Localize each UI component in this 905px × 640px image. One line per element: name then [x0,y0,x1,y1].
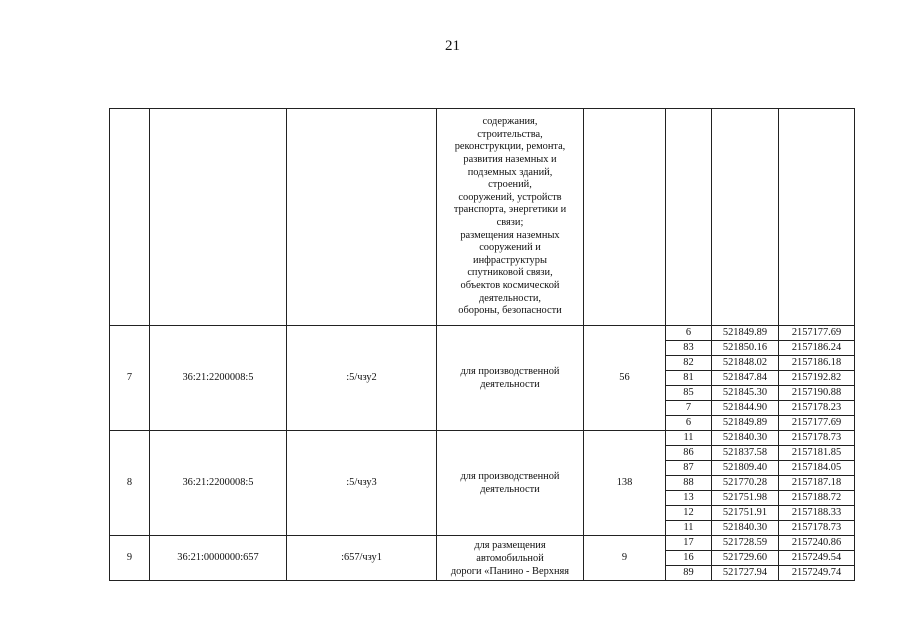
point-number: 11 [666,521,712,536]
coord-x: 521840.30 [712,521,779,536]
coord-y: 2157177.69 [779,416,855,431]
point-number: 6 [666,326,712,341]
coord-x: 521809.40 [712,461,779,476]
coord-x: 521845.30 [712,386,779,401]
empty-cell [712,109,779,326]
purpose-line: содержания, [482,116,538,128]
coord-y: 2157178.73 [779,521,855,536]
coord-x: 521849.89 [712,416,779,431]
purpose-cell [437,109,584,326]
coord-x: 521729.60 [712,551,779,566]
empty-cell [150,109,287,326]
coord-y: 2157190.88 [779,386,855,401]
point-number: 11 [666,431,712,446]
purpose-cell [437,536,584,581]
coord-x: 521728.59 [712,536,779,551]
purpose-line: спутниковой связи, [467,267,553,279]
coord-y: 2157188.72 [779,491,855,506]
point-number: 16 [666,551,712,566]
point-number: 89 [666,566,712,581]
coord-x: 521751.91 [712,506,779,521]
land-part-id: :5/чзу3 [287,431,437,536]
coord-y: 2157186.24 [779,341,855,356]
point-number: 13 [666,491,712,506]
coord-x: 521837.58 [712,446,779,461]
purpose-line: для производственной [460,366,560,377]
empty-cell [287,109,437,326]
purpose-line: для производственной [460,471,560,482]
coord-y: 2157186.18 [779,356,855,371]
empty-cell [779,109,855,326]
land-part-id: :657/чзу1 [287,536,437,581]
area-value: 56 [584,326,666,431]
coord-y: 2157178.23 [779,401,855,416]
point-number: 82 [666,356,712,371]
purpose-cell [437,326,584,431]
table-row-continuation [110,109,855,326]
table-row [110,431,855,446]
point-number: 88 [666,476,712,491]
coord-x: 521840.30 [712,431,779,446]
purpose-line: строительства, [477,128,543,140]
purpose-line: связи; [496,217,524,228]
point-number: 7 [666,401,712,416]
empty-cell [584,109,666,326]
coord-x: 521751.98 [712,491,779,506]
row-number: 9 [110,536,150,581]
purpose-line: деятельности [480,484,540,495]
coord-y: 2157178.73 [779,431,855,446]
cadastral-number: 36:21:2200008:5 [150,326,287,431]
table-row [110,536,855,551]
area-value: 9 [584,536,666,581]
purpose-line: развития наземных и [463,154,557,166]
coord-y: 2157249.74 [779,566,855,581]
coord-x: 521770.28 [712,476,779,491]
coord-x: 521727.94 [712,566,779,581]
point-number: 6 [666,416,712,431]
purpose-line: строений, [488,179,532,191]
point-number: 17 [666,536,712,551]
purpose-line: инфраструктуры [473,254,547,266]
page-number: 21 [445,38,460,54]
coord-x: 521849.89 [712,326,779,341]
coord-y: 2157240.86 [779,536,855,551]
purpose-cell [437,431,584,536]
purpose-line: дороги «Панино - Верхняя [450,565,570,577]
purpose-line: размещения наземных [460,229,560,241]
purpose-line: транспорта, энергетики и [453,204,567,216]
point-number: 83 [666,341,712,356]
purpose-line: деятельности [480,379,540,390]
coord-y: 2157192.82 [779,371,855,386]
purpose-line: деятельности, [478,292,542,304]
purpose-line: сооружений, устройств [458,191,562,203]
row-number: 8 [110,431,150,536]
point-number: 85 [666,386,712,401]
purpose-line: объектов космической [460,279,560,291]
purpose-line: сооружений и [479,242,541,254]
land-part-id: :5/чзу2 [287,326,437,431]
coord-x: 521847.84 [712,371,779,386]
coord-y: 2157181.85 [779,446,855,461]
purpose-line: подземных зданий, [467,166,553,178]
coord-y: 2157187.18 [779,476,855,491]
area-value: 138 [584,431,666,536]
purpose-line: обороны, безопасности [458,305,562,317]
cadastral-number: 36:21:2200008:5 [150,431,287,536]
purpose-line: автомобильной [476,552,544,564]
row-number: 7 [110,326,150,431]
purpose-line: реконструкции, ремонта, [454,141,566,153]
point-number: 86 [666,446,712,461]
table-row [110,326,855,341]
coord-x: 521848.02 [712,356,779,371]
point-number: 81 [666,371,712,386]
point-number: 87 [666,461,712,476]
purpose-line: для размещения [474,539,546,551]
cadastral-number: 36:21:0000000:657 [150,536,287,581]
coord-y: 2157177.69 [779,326,855,341]
coord-y: 2157188.33 [779,506,855,521]
empty-cell [666,109,712,326]
coord-x: 521844.90 [712,401,779,416]
point-number: 12 [666,506,712,521]
land-register-table [109,108,855,581]
empty-cell [110,109,150,326]
coord-x: 521850.16 [712,341,779,356]
coord-y: 2157249.54 [779,551,855,566]
coord-y: 2157184.05 [779,461,855,476]
